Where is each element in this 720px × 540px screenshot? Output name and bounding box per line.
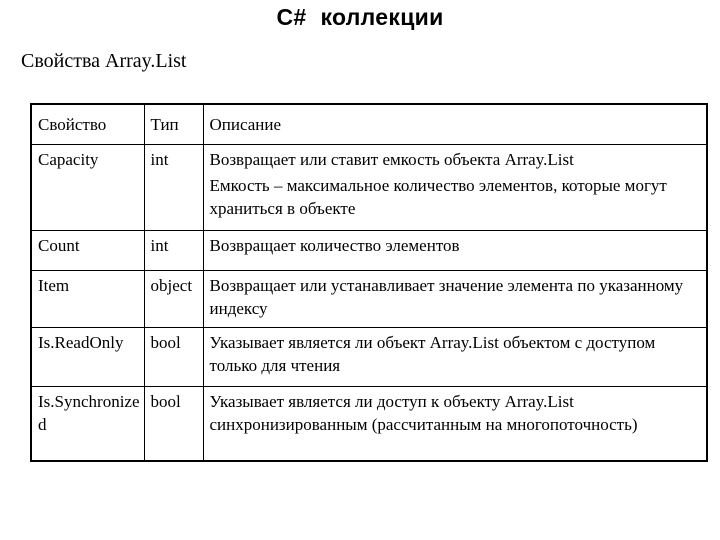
slide-title [0,4,720,31]
slide-title-lang: C# [276,4,307,30]
cell-description: Указывает является ли доступ к объекту Array.List синхронизированным (рассчитанным на многопоточность) [203,387,707,462]
header-description: Описание [203,104,707,145]
table-row [31,231,707,271]
cell-type: bool [144,328,203,387]
cell-description: Возвращает количество элементов [203,231,707,271]
cell-description [203,145,707,231]
cell-property: Is.Synchronized [31,387,144,462]
cell-property: Item [31,271,144,328]
table-row [31,387,707,462]
header-type: Тип [144,104,203,145]
cell-type: bool [144,387,203,462]
cell-description: Указывает является ли объект Array.List объектом с доступом только для чтения [203,328,707,387]
slide-subtitle: Свойства Array.List [21,50,187,72]
cell-property: Count [31,231,144,271]
cell-type: int [144,145,203,231]
properties-table [30,103,708,462]
table-header-row [31,104,707,145]
cell-type: object [144,271,203,328]
table-row [31,271,707,328]
slide-title-word: коллекции [320,4,444,30]
header-property: Свойство [31,104,144,145]
cell-property: Capacity [31,145,144,231]
description-text: Возвращает или ставит емкость объекта Array.List [209,150,574,169]
cell-description: Возвращает или устанавливает значение элемента по указанному индексу [203,271,707,328]
table-row [31,328,707,387]
description-extra-text: Емкость – максимальное количество элементов, которые могут храниться в объекте [209,176,667,218]
cell-type: int [144,231,203,271]
cell-property: Is.ReadOnly [31,328,144,387]
table-row [31,145,707,231]
